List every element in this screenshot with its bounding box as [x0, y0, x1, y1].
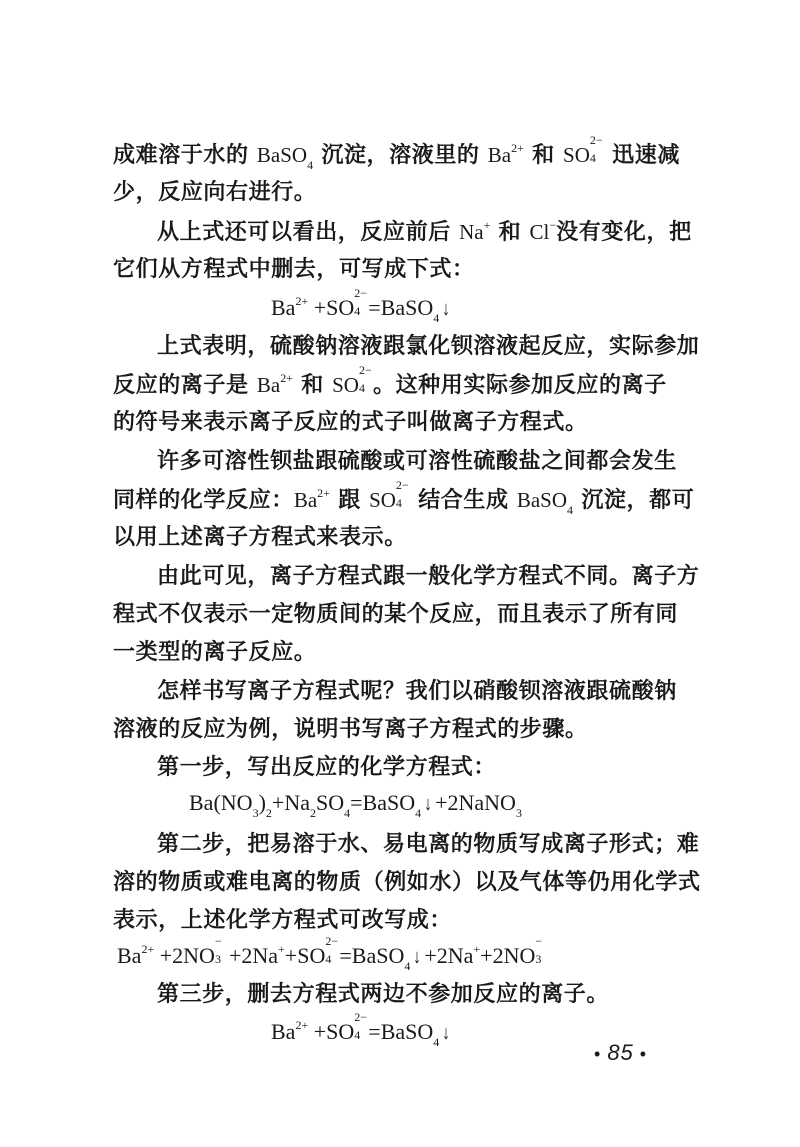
text: 迅速减: [612, 143, 680, 168]
page-number-dot-right: •: [639, 1044, 648, 1064]
text: 从上式还可以看出，反应前后: [157, 220, 451, 245]
text: 同样的化学反应：: [113, 488, 294, 513]
equation-4: $Ba^{2+} +SO$ 2− 4 =BaSO$_4$ ↓: [271, 1010, 451, 1050]
paragraph-3-line-2: [113, 363, 667, 400]
paragraph-3-line-1: 上式表明，硫酸钠溶液跟氯化钡溶液起反应，实际参加: [157, 334, 700, 359]
step-1-heading: 第一步，写出反应的化学方程式：: [157, 755, 497, 780]
text: 和: [301, 373, 324, 398]
ion-so4-2minus: SO 2− 4: [369, 478, 409, 512]
equation-1: $Ba^{2+} +SO$ 2− 4 =BaSO$_4$ ↓: [271, 286, 451, 326]
text: 反应的离子是: [113, 373, 249, 398]
paragraph-3-line-3: 的符号来表示离子反应的式子叫做离子方程式。: [113, 410, 588, 435]
precipitate-arrow-icon: ↓: [424, 793, 433, 815]
paragraph-5-line-1: 由此可见，离子方程式跟一般化学方程式不同。离子方: [157, 564, 700, 589]
page-number-dot-left: •: [594, 1044, 602, 1064]
paragraph-2-line-2: 它们从方程式中删去，可写成下式：: [113, 257, 475, 282]
ion-cl-minus: Cl−: [529, 218, 557, 244]
paragraph-2-line-1: [157, 217, 692, 247]
equation-3: $Ba^{2+} +2NO$ − 3 +2Na++SO 2− 4 =BaSO$_4$ ↓ +2Na++2NO − 3: [117, 934, 543, 974]
ion-ba2plus: $Ba^{2+}$: [487, 141, 524, 167]
ion-so4-2minus: SO 2− 4: [332, 363, 372, 397]
step-2-line-2: 溶的物质或难电离的物质（例如水）以及气体等仍用化学式: [113, 870, 701, 895]
paragraph-4-line-1: 许多可溶性钡盐跟硫酸或可溶性硫酸盐之间都会发生: [157, 449, 677, 474]
text: 成难溶于水的: [113, 143, 249, 168]
precipitate-arrow-icon: ↓: [442, 298, 451, 320]
paragraph-1-line-2: 少，反应向右进行。: [113, 180, 317, 205]
paragraph-6-line-2: 溶液的反应为例，说明书写离子方程式的步骤。: [113, 717, 588, 742]
precipitate-arrow-icon: ↓: [413, 946, 422, 968]
formula-baso4: BaSO$_4$: [256, 143, 314, 173]
text: 结合生成: [418, 488, 509, 513]
text: 沉淀，都可: [581, 488, 695, 513]
step-2-line-1: 第二步，把易溶于水、易电离的物质写成离子形式；难: [157, 832, 700, 857]
text: 。这种用实际参加反应的离子: [372, 373, 667, 398]
page-number-value: 85: [607, 1040, 634, 1065]
equation-2: $Ba(NO_3)_2+Na_2SO_4=BaSO_4$ ↓ +2NaNO$_3$: [189, 790, 522, 821]
text: 和: [498, 220, 522, 245]
paragraph-4-line-3: 以用上述离子方程式来表示。: [113, 525, 407, 550]
paragraph-5-line-2: 程式不仅表示一定物质间的某个反应，而且表示了所有同: [113, 602, 679, 627]
ion-ba2plus: $Ba^{2+}$: [256, 371, 293, 397]
step-2-line-3: 表示，上述化学方程式可改写成：: [113, 908, 453, 933]
formula-baso4: BaSO$_4$: [516, 488, 574, 518]
precipitate-arrow-icon: ↓: [442, 1022, 451, 1044]
ion-ba2plus: $Ba^{2+}$: [293, 486, 330, 512]
page-number: [588, 1040, 653, 1066]
text: 跟: [338, 488, 361, 513]
step-3-heading: 第三步，删去方程式两边不参加反应的离子。: [157, 982, 610, 1007]
ion-so4-2minus: SO 2− 4: [563, 133, 603, 167]
paragraph-6-line-1: 怎样书写离子方程式呢？我们以硝酸钡溶液跟硫酸钠: [157, 679, 677, 704]
text: 没有变化，把: [556, 220, 692, 245]
paragraph-4-line-2: [113, 478, 695, 518]
paragraph-1-line-1: [113, 133, 680, 173]
ion-na-plus: Na+: [459, 218, 491, 244]
text: 沉淀，溶液里的: [321, 143, 480, 168]
text: 和: [532, 143, 555, 168]
paragraph-5-line-3: 一类型的离子反应。: [113, 640, 317, 665]
